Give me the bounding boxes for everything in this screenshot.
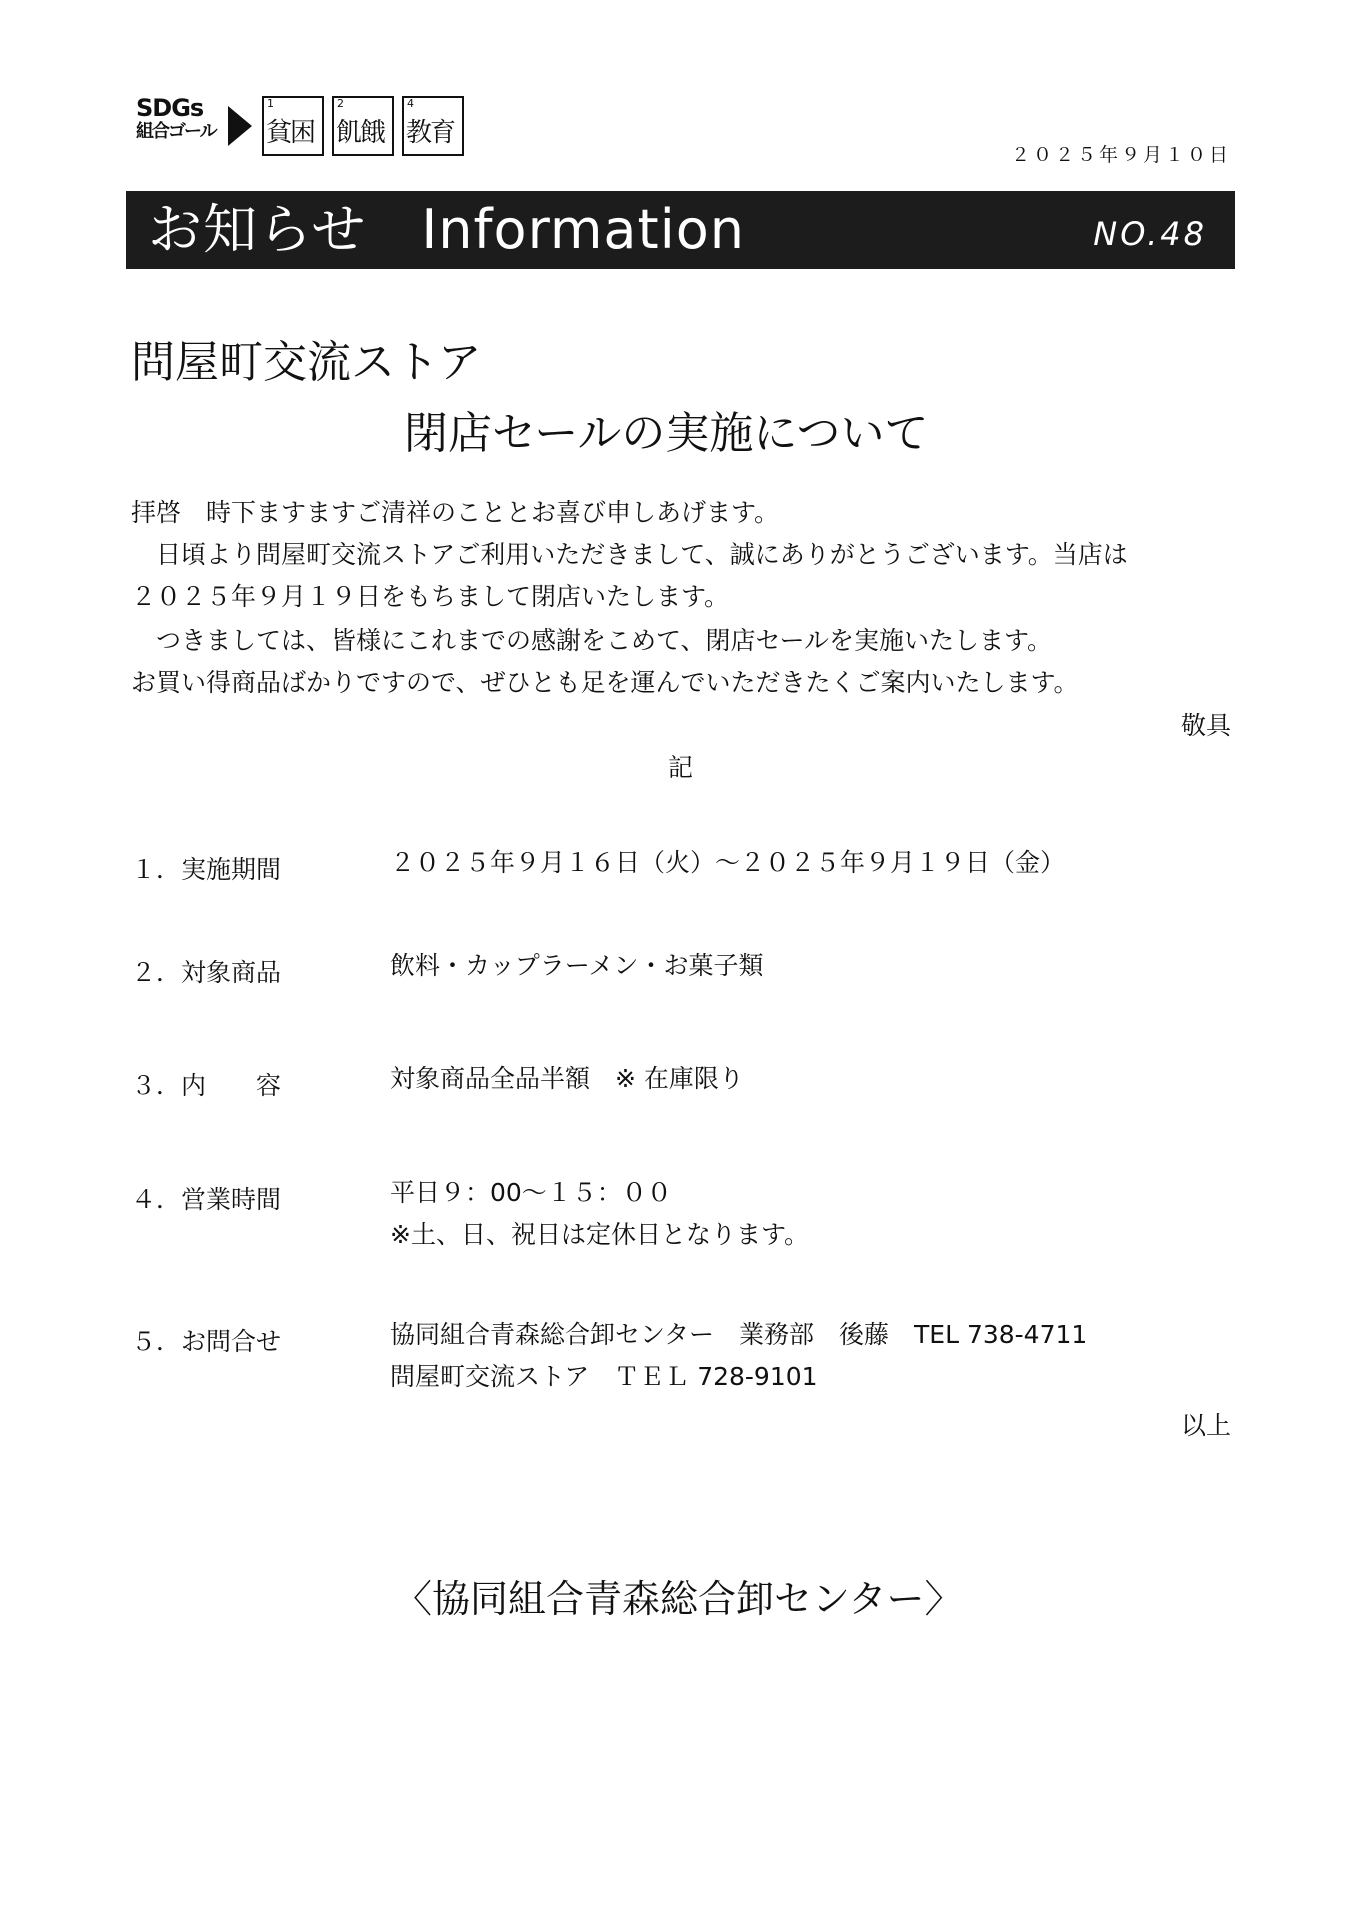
banner-title: お知らせ Information [148, 198, 745, 261]
notice-number: NO.48 [1093, 215, 1207, 253]
body-line: 拝啓 時下ますますご清祥のこととお喜び申しあげます。 [131, 498, 780, 527]
item-value-line: 問屋町交流ストア ＴＥＬ 728-9101 [390, 1362, 818, 1391]
item-value-line: 協同組合青森総合卸センター 業務部 後藤 TEL 738-4711 [390, 1320, 1088, 1349]
body-line: 日頃より問屋町交流ストアご利用いただきまして、誠にありがとうございます。当店は [131, 540, 1128, 569]
item-value-line: ※土、日、祝日は定休日となります。 [390, 1220, 809, 1249]
item-value-line: 平日９：00～１５：００ [390, 1178, 672, 1207]
item-value-products [390, 945, 764, 987]
goal-label: 貧困 [266, 118, 315, 148]
body-line: つきましては、皆様にこれまでの感謝をこめて、閉店セールを実施いたします。 [131, 626, 1053, 655]
item-value-period [390, 842, 1065, 884]
goal-number: 2 [337, 97, 344, 110]
store-name-heading: 問屋町交流ストア [131, 337, 482, 388]
item-value-line: ２０２５年９月１６日（火）～２０２５年９月１９日（金） [390, 848, 1066, 877]
goal-number: 4 [407, 97, 414, 110]
item-value-line: 飲料・カップラーメン・お菓子類 [390, 951, 764, 980]
arrow-right-icon [228, 106, 252, 146]
info-banner [126, 191, 1235, 269]
item-label-products: ２．対象商品 [131, 958, 282, 987]
goal-number: 1 [267, 97, 274, 110]
body-line: お買い得商品ばかりですので、ぜひとも足を運んでいただきたくご案内いたします。 [131, 668, 1079, 697]
sdgs-sublabel: 組合ゴール [136, 121, 216, 142]
goal-label: 飢餓 [336, 118, 385, 148]
sdgs-goal-2 [332, 96, 394, 156]
body-line: ２０２５年９月１９日をもちまして閉店いたします。 [131, 582, 730, 611]
ki-marker: 記 [668, 753, 694, 782]
footer-organization: 〈協同組合青森総合卸センター〉 [394, 1577, 963, 1621]
item-label-hours: ４．営業時間 [131, 1185, 282, 1214]
issue-date: ２０２５年９月１０日 [1010, 144, 1231, 166]
closing-keigu: 敬具 [1180, 711, 1231, 740]
sdgs-goal-4 [402, 96, 464, 156]
item-value-contact [390, 1314, 1087, 1398]
goal-label: 教育 [406, 118, 455, 148]
item-value-hours [390, 1172, 809, 1256]
item-label-period: １．実施期間 [131, 855, 282, 884]
sdgs-goal-1 [262, 96, 324, 156]
notice-title: 閉店セールの実施について [404, 408, 929, 459]
sdgs-logo [136, 96, 218, 141]
item-value-content [390, 1058, 744, 1100]
closing-ijo: 以上 [1180, 1411, 1231, 1440]
sdgs-label: SDGs [136, 94, 204, 122]
item-label-contact: ５．お問合せ [131, 1327, 282, 1356]
item-label-content: ３．内 容 [131, 1071, 282, 1100]
item-value-line: 対象商品全品半額 ※ 在庫限り [390, 1064, 744, 1093]
